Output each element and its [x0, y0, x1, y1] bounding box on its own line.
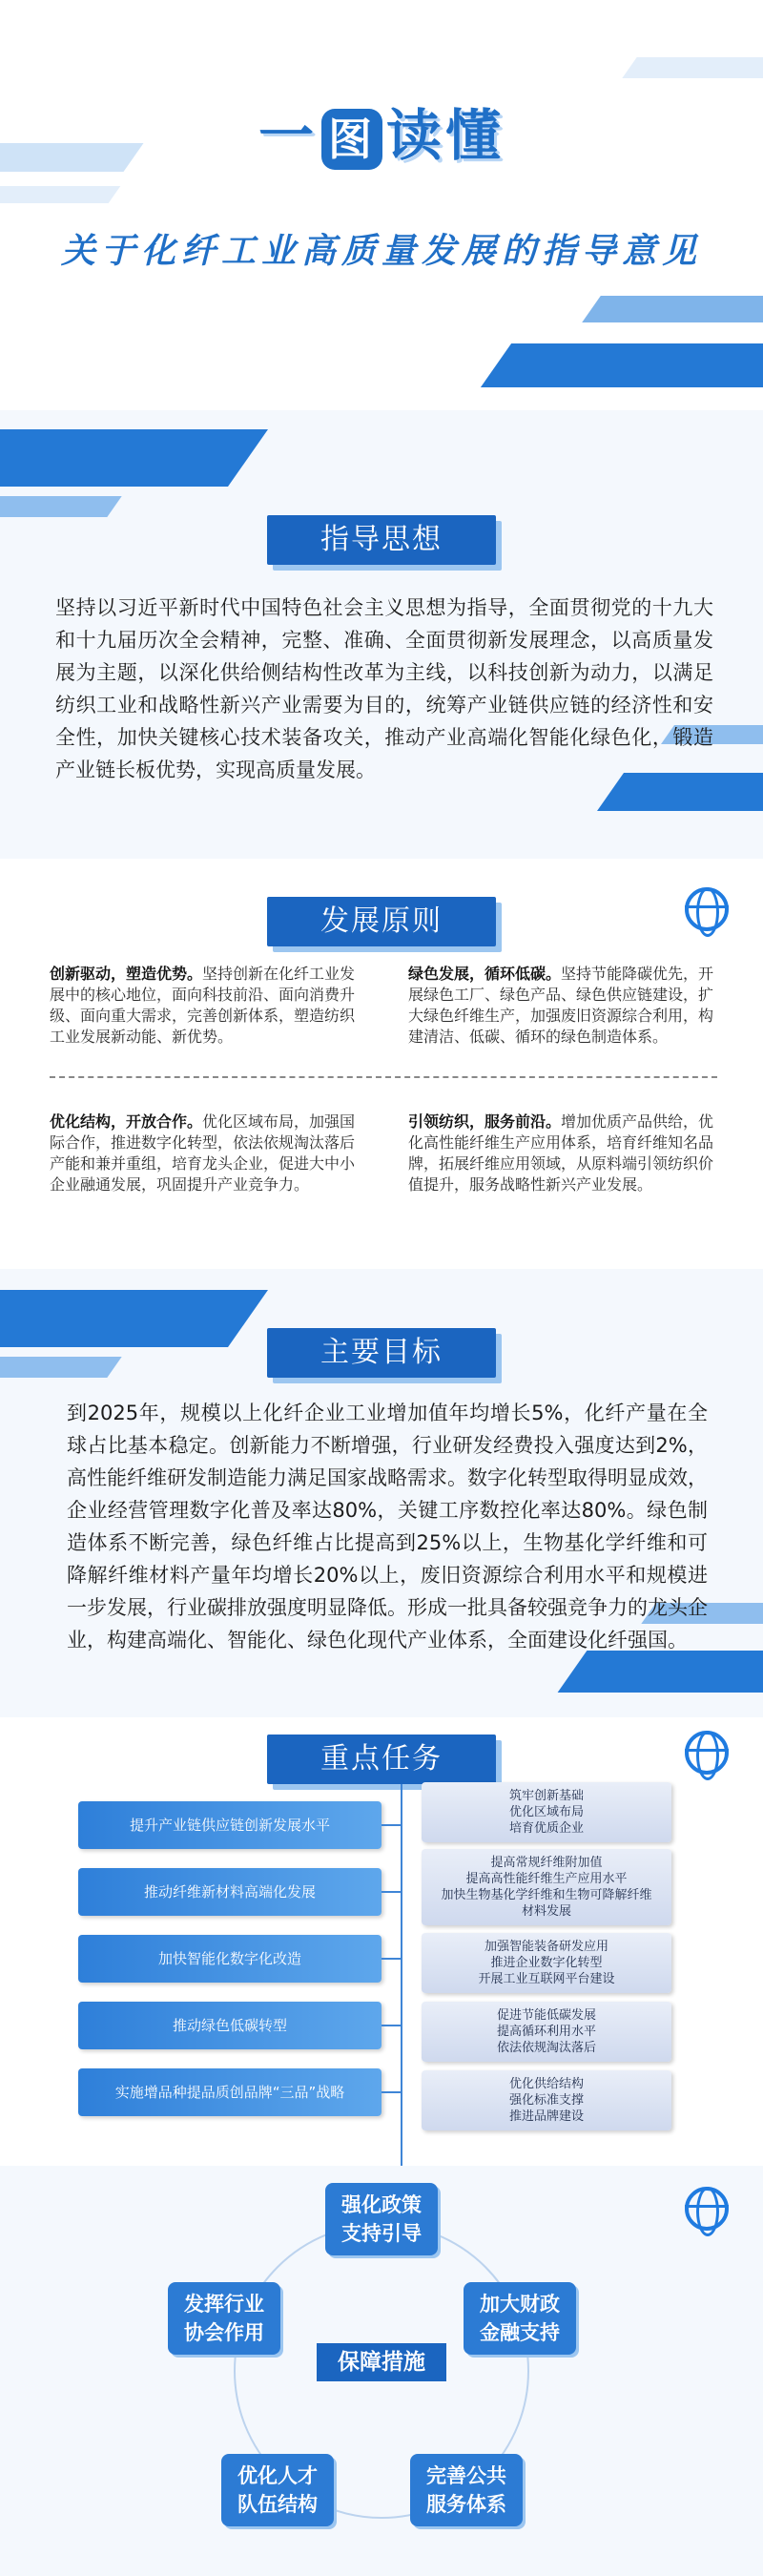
task-detail-line: 提高常规纤维附加值: [490, 1856, 603, 1870]
task-detail: [422, 2002, 671, 2062]
task-detail-line: 优化区域布局: [508, 1805, 584, 1819]
measure-text: 优化人才: [237, 2464, 318, 2487]
task-detail-line: 推进品牌建设: [508, 2109, 584, 2124]
principle-head: 绿色发展，循环低碳。: [408, 965, 562, 983]
decor-stripe: [0, 1357, 122, 1378]
principle-head: 引领纺织，服务前沿。: [408, 1112, 562, 1131]
section-title-tasks: 重点任务: [267, 1735, 496, 1784]
task-detail-line: 提高高性能纤维生产应用水平: [465, 1872, 628, 1886]
measures-section: [0, 2166, 763, 2576]
task-detail-line: 培育优质企业: [508, 1821, 584, 1836]
measure-text: 金融支持: [480, 2321, 560, 2344]
goals-section: [0, 1269, 763, 1717]
task-item: 加快智能化数字化改造: [78, 1935, 382, 1983]
task-detail-line: 加快生物基化学纤维和生物可降解纤维: [441, 1888, 652, 1902]
task-detail: [422, 1933, 671, 1993]
title-badge: 图: [321, 109, 382, 170]
measure-text: 服务体系: [426, 2493, 506, 2516]
principle-body: 优化区域布局，加强国际合作，推进数字化转型，依法依规淘汰落后产能和兼并重组，培育龙头企业，促进大中小企业融通发展，巩固提升产业竞争力。: [50, 1112, 356, 1194]
task-detail: [422, 2070, 671, 2130]
bracket-line: [401, 1784, 402, 2166]
task-item: 推动纤维新材料高端化发展: [78, 1868, 382, 1916]
task-item: 实施增品种提品质创品牌“三品”战略: [78, 2068, 382, 2116]
measures-center-label: 保障措施: [317, 2343, 446, 2381]
measure-node: [464, 2282, 576, 2355]
tasks-section: [0, 1717, 763, 2166]
principle-item: [50, 1111, 364, 1195]
measure-text: 发挥行业: [184, 2293, 264, 2316]
task-item: 推动绿色低碳转型: [78, 2002, 382, 2049]
section-title-goals: 主要目标: [267, 1328, 496, 1378]
bracket-line: [382, 1958, 401, 1960]
bracket-line: [382, 1824, 401, 1826]
page-title: [0, 91, 763, 171]
guiding-paragraph: 坚持以习近平新时代中国特色社会主义思想为指导，全面贯彻党的十九大和十九届历次全会精神，完整、准确、全面贯彻新发展理念，以高质量发展为主题，以深化供给侧结构性改革为主线，以科技创新为动力，以满足纺织工业和战略性新兴产业需要为目的，统筹产业链供应链的经济性和安全性，加快关键核心技术装备攻关，推动产业高端化智能化绿色化，锻造产业链长板优势，实现高质量发展。: [55, 596, 713, 781]
measure-node: [168, 2282, 280, 2355]
divider: [50, 1076, 717, 1078]
decor-stripe: [0, 496, 122, 517]
principle-head: 优化结构，开放合作。: [50, 1112, 203, 1131]
principle-body: 坚持节能降碳优先，开展绿色工厂、绿色产品、绿色供应链建设，扩大绿色纤维生产，加强废旧资源综合利用，构建清洁、低碳、循环的绿色制造体系。: [408, 965, 714, 1046]
decor-stripe: [582, 296, 763, 322]
principles-section: [0, 859, 763, 1269]
header-section: [0, 0, 763, 410]
measure-text: 队伍结构: [237, 2493, 318, 2516]
task-detail-line: 筑牢创新基础: [508, 1789, 584, 1803]
page-subtitle: 关于化纤工业高质量发展的指导意见: [60, 232, 702, 271]
principle-body: 增加优质产品供给，优化高性能纤维生产应用体系，培育纤维知名品牌，拓展纤维应用领域，从原料端引领纺织价值提升，服务战略性新兴产业发展。: [408, 1112, 714, 1194]
measure-text: 完善公共: [426, 2464, 506, 2487]
principle-head: 创新驱动，塑造优势。: [50, 965, 203, 983]
task-detail-line: 提高循环利用水平: [496, 2025, 596, 2039]
bracket-line: [382, 1891, 401, 1893]
measure-node: [325, 2183, 438, 2255]
measure-node: [410, 2454, 523, 2526]
task-detail-line: 促进节能低碳发展: [496, 2008, 596, 2023]
section-title-principles: 发展原则: [267, 897, 496, 946]
section-title-guiding: 指导思想: [267, 515, 496, 565]
task-item: 提升产业链供应链创新发展水平: [78, 1801, 382, 1849]
goals-paragraph: 到2025年，规模以上化纤企业工业增加值年均增长5%，化纤产量在全球占比基本稳定。创新能力不断增强，行业研发经费投入强度达到2%，高性能纤维研发制造能力满足国家战略需求。数字化转型取得明显成效，企业经营管理数字化普及率达80%，关键工序数控化率达80%。绿色制造体系不断完善，绿色纤维占比提高到25%以上，生物基化学纤维和可降解纤维材料产量年均增长20%以上，废旧资源综合利用水平和规模进一步发展，行业碳排放强度明显降低。形成一批具备较强竞争力的龙头企业，构建高端化、智能化、绿色化现代产业体系，全面建设化纤强国。: [67, 1402, 708, 1652]
task-detail: [422, 1849, 671, 1925]
task-detail-line: 开展工业互联网平台建设: [478, 1972, 615, 1986]
decor-stripe: [0, 429, 268, 487]
bracket-line: [382, 2025, 401, 2026]
decor-stripe: [481, 343, 763, 387]
principle-item: [408, 1111, 723, 1195]
decor-stripe: [0, 186, 120, 203]
measure-text: 强化政策: [341, 2193, 422, 2216]
principle-body: 坚持创新在化纤工业发展中的核心地位，面向科技前沿、面向消费升级、面向重大需求，完善创新体系，塑造纺织工业发展新动能、新优势。: [50, 965, 356, 1046]
title-text: 读懂: [386, 103, 505, 168]
globe-hand-icon: [685, 887, 729, 931]
measure-node: [221, 2454, 334, 2526]
task-detail-line: 依法依规淘汰落后: [496, 2041, 596, 2055]
task-detail-line: 材料发展: [521, 1904, 571, 1919]
measure-text: 加大财政: [480, 2293, 560, 2316]
decor-stripe: [558, 1651, 763, 1693]
title-text: 一: [258, 103, 318, 168]
globe-hand-icon: [685, 2187, 729, 2231]
principle-item: [50, 964, 364, 1048]
task-detail: [422, 1782, 671, 1842]
globe-hand-icon: [685, 1731, 729, 1775]
task-detail-line: 优化供给结构: [508, 2077, 584, 2091]
guiding-section: [0, 410, 763, 859]
task-detail-line: 推进企业数字化转型: [490, 1956, 603, 1970]
measure-text: 协会作用: [184, 2321, 264, 2344]
bracket-line: [382, 2091, 401, 2093]
measure-text: 支持引导: [341, 2222, 422, 2245]
principle-item: [408, 964, 723, 1048]
decor-stripe: [0, 1290, 268, 1347]
task-detail-line: 强化标准支撑: [508, 2093, 584, 2108]
task-detail-line: 加强智能装备研发应用: [484, 1940, 608, 1954]
decor-stripe: [622, 57, 763, 78]
